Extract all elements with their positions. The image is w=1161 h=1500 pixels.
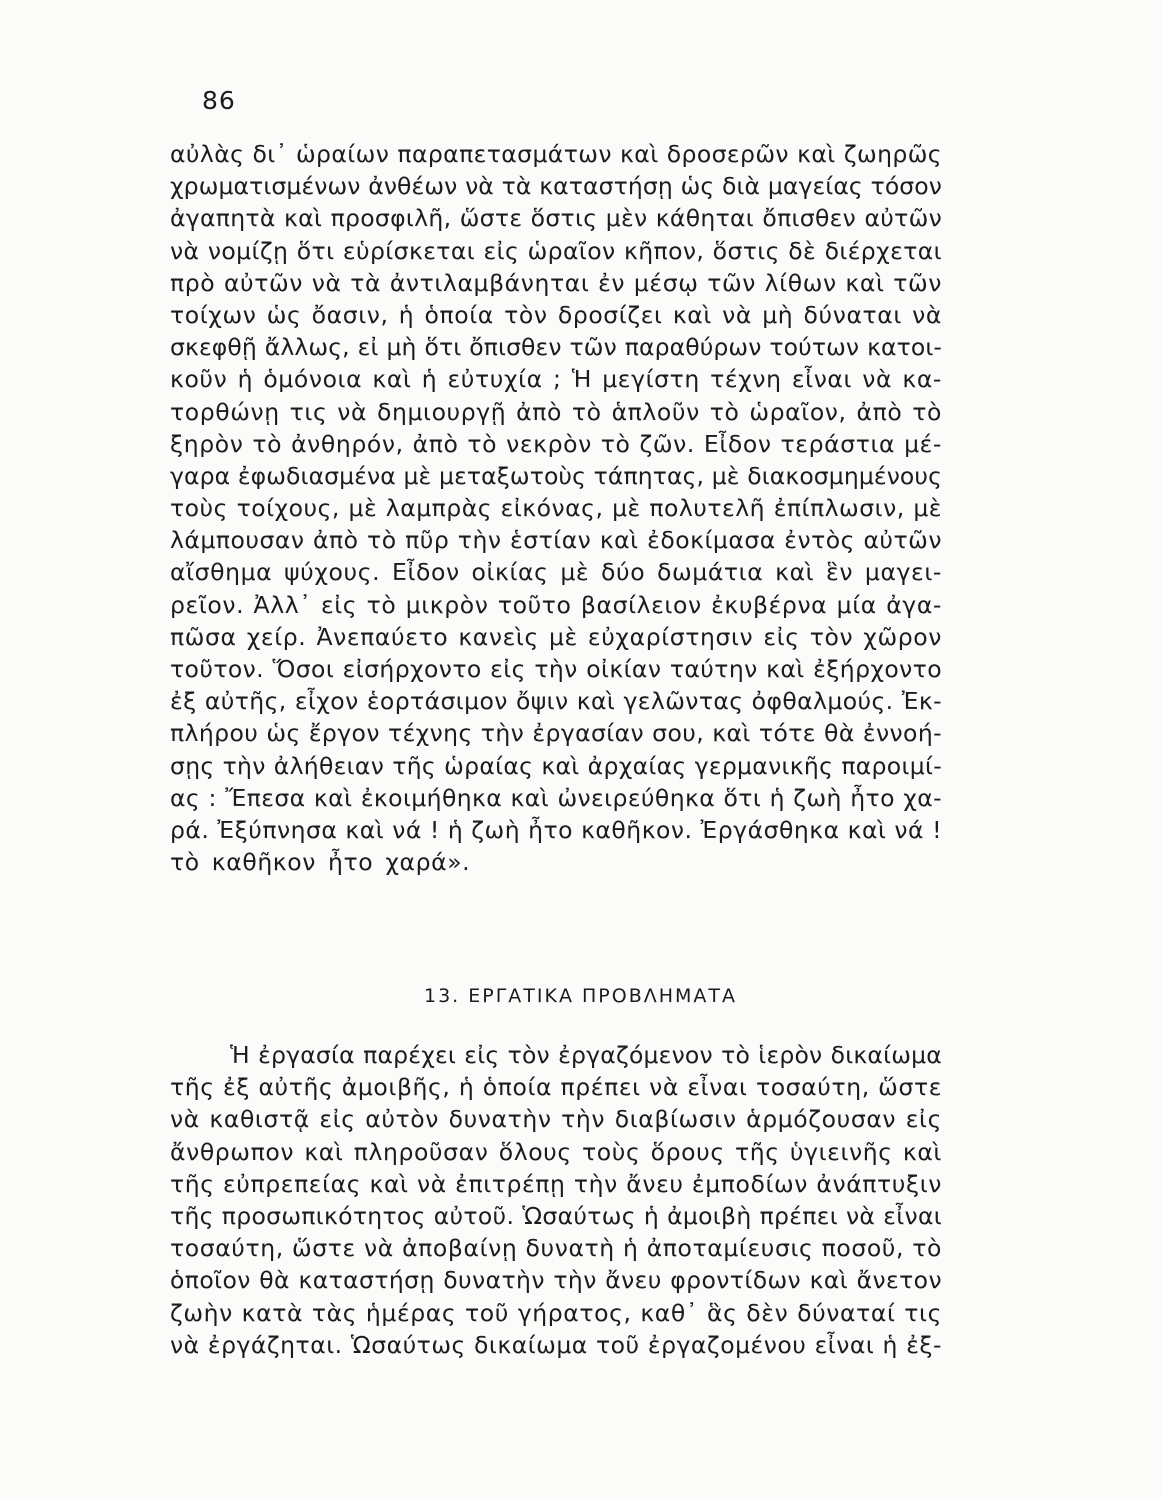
- text-line: Ἡ ἐργασία παρέχει εἰς τὸν ἐργαζόμενον τὸ ἱερὸν δικαίωμα: [230, 1041, 942, 1069]
- text-line: πρὸ αὐτῶν νὰ τὰ ἀντιλαμβάνηται ἐν μέσῳ τῶν λίθων καὶ τῶν: [170, 268, 942, 297]
- paragraph-one: [170, 138, 942, 878]
- text-line: νὰ νομίζῃ ὅτι εὑρίσκεται εἰς ὡραῖον κῆπον, ὅστις δὲ διέρχεται: [170, 236, 942, 265]
- text-line: ζωὴν κατὰ τὰς ἡμέρας τοῦ γήρατος, καθ᾽ ἃς δὲν δύναταί τις: [170, 1298, 942, 1327]
- text-line: κοῦν ἡ ὁμόνοια καὶ ἡ εὐτυχία ; Ἡ μεγίστη τέχνη εἶναι νὰ κα-: [170, 365, 942, 394]
- text-line: ἄνθρωπον καὶ πληροῦσαν ὅλους τοὺς ὅρους τῆς ὑγιεινῆς καὶ: [170, 1137, 942, 1166]
- text-line: τορθώνῃ τις νὰ δημιουργῇ ἀπὸ τὸ ἁπλοῦν τὸ ὡραῖον, ἀπὸ τὸ: [170, 397, 942, 426]
- text-line: χρωματισμένων ἀνθέων νὰ τὰ καταστήσῃ ὡς διὰ μαγείας τόσον: [170, 172, 942, 201]
- text-line: τοῦτον. Ὅσοι εἰσήρχοντο εἰς τὴν οἰκίαν ταύτην καὶ ἐξήρχοντο: [170, 655, 942, 683]
- text-line: ρεῖον. Ἀλλ᾽ εἰς τὸ μικρὸν τοῦτο βασίλειον ἐκυβέρνα μία ἀγα-: [170, 590, 942, 619]
- text-line: τὸ καθῆκον ἦτο χαρά».: [170, 848, 471, 877]
- section-heading: 13. ΕΡΓΑΤΙΚΑ ΠΡΟΒΛΗΜΑΤΑ: [423, 985, 738, 1007]
- text-line: τῆς ἐξ αὐτῆς ἀμοιβῆς, ἡ ὁποία πρέπει νὰ εἶναι τοσαύτη, ὥστε: [170, 1073, 942, 1102]
- text-line: νὰ καθιστᾷ εἰς αὐτὸν δυνατὴν τὴν διαβίωσιν ἁρμόζουσαν εἰς: [170, 1105, 942, 1134]
- text-line: ἐξ αὐτῆς, εἶχον ἑορτάσιμον ὄψιν καὶ γελῶντας ὀφθαλμούς. Ἐκ-: [170, 687, 942, 716]
- text-line: αἴσθημα ψύχους. Εἶδον οἰκίας μὲ δύο δωμάτια καὶ ἓν μαγει-: [170, 558, 942, 587]
- text-line: ξηρὸν τὸ ἀνθηρόν, ἀπὸ τὸ νεκρὸν τὸ ζῶν. Εἶδον τεράστια μέ-: [170, 429, 942, 458]
- text-line: γαρα ἐφωδιασμένα μὲ μεταξωτοὺς τάπητας, μὲ διακοσμημένους: [170, 461, 942, 490]
- text-line: τοσαύτη, ὥστε νὰ ἀποβαίνῃ δυνατὴ ἡ ἀποταμίευσις ποσοῦ, τὸ: [170, 1234, 942, 1263]
- text-line: ρά. Ἐξύπνησα καὶ νά ! ἡ ζωὴ ἦτο καθῆκον. Ἐργάσθηκα καὶ νά !: [170, 815, 942, 844]
- paragraph-two: [170, 1039, 942, 1361]
- text-line: αὐλὰς δι᾽ ὡραίων παραπετασμάτων καὶ δροσερῶν καὶ ζωηρῶς: [170, 140, 942, 168]
- text-line: σῃς τὴν ἀλήθειαν τῆς ὡραίας καὶ ἀρχαίας γερμανικῆς παροιμί-: [170, 751, 942, 780]
- text-line: ας : Ἔπεσα καὶ ἐκοιμήθηκα καὶ ὠνειρεύθηκα ὅτι ἡ ζωὴ ἦτο χα-: [170, 783, 942, 812]
- text-line: πῶσα χείρ. Ἀνεπαύετο κανεὶς μὲ εὐχαρίστησιν εἰς τὸν χῶρον: [170, 622, 942, 651]
- text-line: σκεφθῇ ἄλλως, εἰ μὴ ὅτι ὄπισθεν τῶν παραθύρων τούτων κατοι-: [170, 333, 942, 362]
- page-number: 86: [202, 86, 236, 115]
- text-line: ὁποῖον θὰ καταστήσῃ δυνατὴν τὴν ἄνευ φροντίδων καὶ ἄνετον: [170, 1266, 942, 1295]
- text-line: τῆς προσωπικότητος αὐτοῦ. Ὡσαύτως ἡ ἀμοιβὴ πρέπει νὰ εἶναι: [170, 1201, 942, 1230]
- text-line: τοίχων ὡς ὄασιν, ἡ ὁποία τὸν δροσίζει καὶ νὰ μὴ δύναται νὰ: [170, 300, 942, 329]
- text-line: τοὺς τοίχους, μὲ λαμπρὰς εἰκόνας, μὲ πολυτελῆ ἐπίπλωσιν, μὲ: [170, 494, 942, 523]
- text-line: ἀγαπητὰ καὶ προσφιλῆ, ὥστε ὅστις μὲν κάθηται ὄπισθεν αὐτῶν: [170, 204, 942, 233]
- text-line: πλήρου ὡς ἔργον τέχνης τὴν ἐργασίαν σου, καὶ τότε θὰ ἐννοή-: [170, 719, 942, 748]
- text-line: τῆς εὐπρεπείας καὶ νὰ ἐπιτρέπῃ τὴν ἄνευ ἐμποδίων ἀνάπτυξιν: [170, 1169, 942, 1198]
- text-line: λάμπουσαν ἀπὸ τὸ πῦρ τὴν ἑστίαν καὶ ἐδοκίμασα ἐντὸς αὐτῶν: [170, 526, 942, 555]
- text-line: νὰ ἐργάζηται. Ὡσαύτως δικαίωμα τοῦ ἐργαζομένου εἶναι ἡ ἐξ-: [170, 1330, 942, 1359]
